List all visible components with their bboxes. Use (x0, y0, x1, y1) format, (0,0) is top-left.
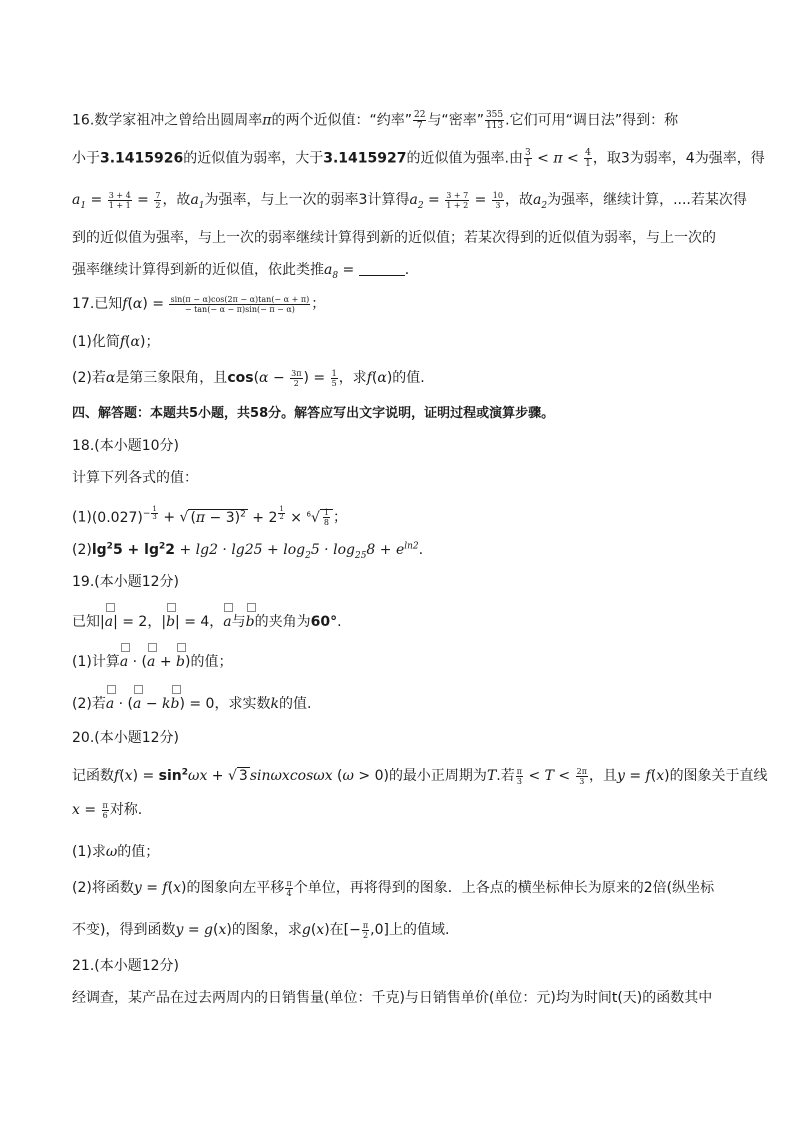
q18-part-1: $(1)(0.027)^{- \frac{1}{3}}$ + √ $(\pi - 3)^2 + 2$ $^{\frac{1}{2}}$ × $^6$√ $\frac{1}{8}$ ； (72, 505, 347, 528)
q16-line-2: 小于3.1415926的近似值为弱率，大于3.1415927的近似值为强率.由 $\frac{3}{1}$ < π < $\frac{4}{1}$ ，取3为弱率，4为强率，得 (72, 148, 765, 169)
fraction-355-113: $\frac{355}{113}$ (485, 110, 504, 131)
q20-part-2-cont: 不变)，得到函数y = g(x)的图象，求g(x)在[− $\frac{\pi}{2}$ ,0]上的值域. (72, 920, 450, 940)
q19-part-1: (1)计算a · (a + b)的值； (72, 654, 233, 670)
q19-part-2: (2)若a · (a − kb) = 0，求实数k的值. (72, 696, 312, 712)
q20-part-2: (2)将函数y = f(x)的图象向左平移 $\frac{\pi}{4}$ 个单位，再将得到的图象．上各点的横坐标伸长为原来的2倍(纵坐标 (72, 878, 715, 898)
q19-line-1: 已知|a| = 2，|b| = 4，a与b的夹角为60°. (72, 614, 342, 630)
q20-line-1: 记函数$f(x) = \sin^2\omega x$ + √ 3 sinωxcosωx (ω > 0)的最小正周期为T.若 $\frac{\pi}{3}$ < T < $\frac{2\pi}{3}$ ，且y = f(x)的图象关于直线 (72, 766, 768, 786)
q16-line-3: $a_1$ = $\frac{3 + 4}{1 + 1}$ = $\frac{7}{2}$ ，故$a_1$为强率，与上一次的弱率3计算得$a_2$ = $\frac{3 + 7}{1 + 2}$ = $\frac{10}{3}$ ，故$a_2$为强率，继续计算，....若某次得 (72, 190, 747, 211)
fraction-22-7: $\frac{22}{7}$ (413, 110, 426, 131)
q17-part-1: (1)化简f(α)； (72, 334, 160, 350)
q17-fraction: $\frac{\sin(\pi - \alpha)\cos(2\pi - \alpha)\tan(- \alpha + \pi)}{- \tan(- \alpha - \pi)\sin(- \pi - \alpha)}$ (170, 294, 310, 314)
q18-heading: 18.(本小题10分) (72, 438, 180, 454)
q16-line-4: 到的近似值为强率，与上一次的弱率继续计算得到新的近似值；若某次得到的近似值为弱率，与上一次的 (72, 230, 716, 246)
q20-line-2: x = $\frac{\pi}{6}$ 对称. (72, 800, 143, 820)
q18-part-2: $(2)\lg^25 + \lg^22 + \lg 2 \cdot \lg 25 + \log_25 \cdot \log_{25}8 + e^{ln2}$. (72, 541, 424, 561)
q20-heading: 20.(本小题12分) (72, 730, 180, 746)
answer-blank[interactable] (359, 261, 405, 276)
q16-line-1: 16.数学家祖冲之曾给出圆周率π的两个近似值：“约率” $\frac{22}{7}$ 与“密率” $\frac{355}{113}$ .它们可用“调日法”得到：称 (72, 110, 679, 131)
q17-part-2: (2)若α是第三象限角，且cos(α − $\frac{3\pi}{2}$ ) = $\frac{1}{5}$ ，求f(α)的值. (72, 368, 425, 388)
q20-part-1: (1)求ω的值； (72, 844, 160, 860)
q16-line-5: 强率继续计算得到新的近似值，依此类推$a_8$ = . (72, 262, 410, 281)
q17-line-1: 17.已知f(α) = $\frac{\sin(\pi - \alpha)\cos(2\pi - \alpha)\tan(- \alpha + \pi)}{- \tan(- \alpha - \pi)\sin(- \pi - \alpha)}$ ； (72, 294, 326, 314)
q21-heading: 21.(本小题12分) (72, 958, 180, 974)
q19-heading: 19.(本小题12分) (72, 574, 180, 590)
q21-line-1: 经调查，某产品在过去两周内的日销售量(单位：千克)与日销售单价(单位：元)均为时间t(天)的函数其中 (72, 990, 713, 1006)
q18-intro: 计算下列各式的值： (72, 470, 198, 486)
section-heading: 四、解答题：本题共5小题，共58分。解答应写出文字说明，证明过程或演算步骤。 (72, 406, 555, 421)
